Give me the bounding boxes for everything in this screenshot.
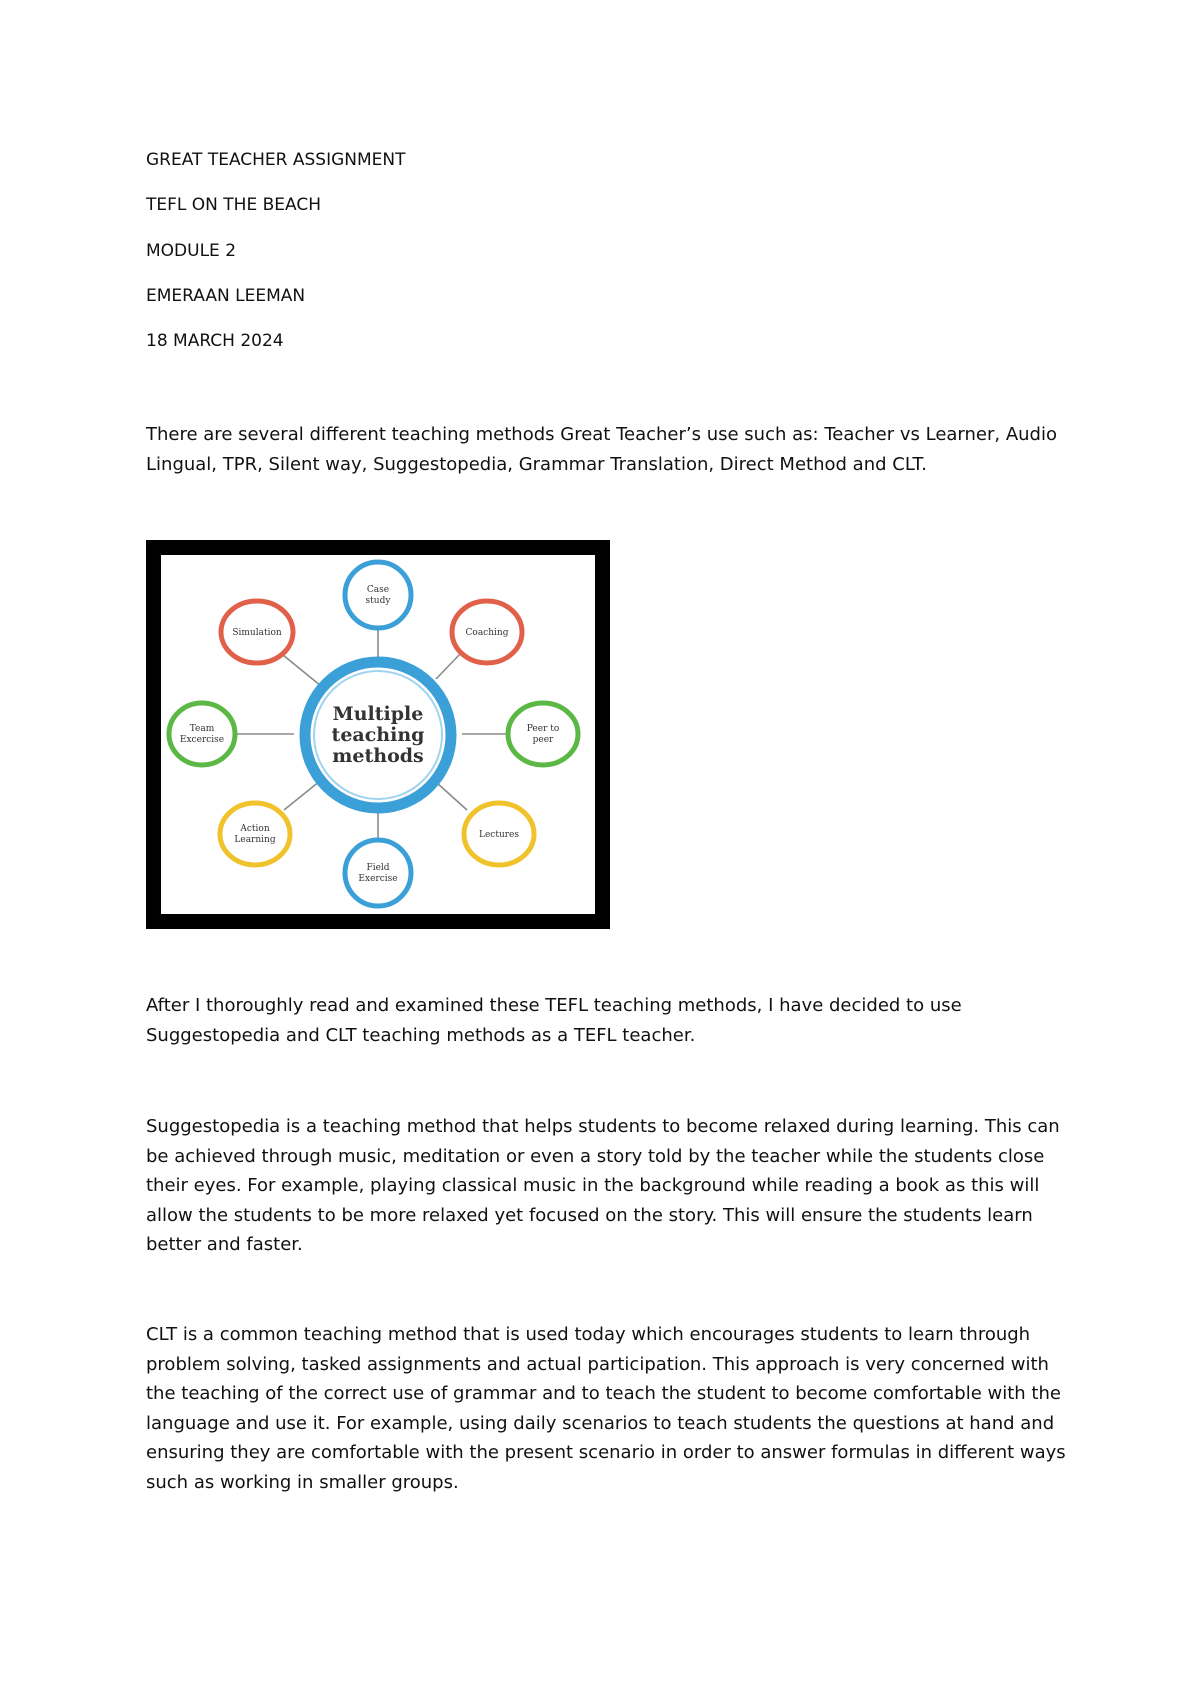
node-coaching-label: Coaching bbox=[465, 628, 509, 638]
intro-paragraph: There are several different teaching methods Great Teacher’s use such as: Teacher vs Learner, Audio Lingual, TPR, Silent way, Suggestopedia, Grammar Translation, Direct Method and CLT. bbox=[146, 424, 1057, 475]
node-case-study-ring bbox=[345, 562, 411, 628]
node-field-label-1: Field bbox=[366, 863, 390, 873]
spoke-action-learning bbox=[284, 781, 320, 810]
spoke-coaching bbox=[436, 653, 461, 679]
node-lectures-label: Lectures bbox=[478, 830, 520, 840]
teaching-methods-diagram bbox=[161, 555, 595, 914]
center-label-line2: teaching bbox=[331, 724, 425, 746]
node-team-ring bbox=[169, 703, 235, 765]
node-peer-to-peer bbox=[508, 703, 578, 765]
teaching-methods-figure bbox=[146, 540, 610, 929]
node-team-exercise bbox=[169, 703, 235, 765]
node-case-study bbox=[345, 562, 411, 628]
module-number: MODULE 2 bbox=[146, 241, 237, 261]
node-team-label-2: Excercise bbox=[179, 735, 225, 745]
node-action-learning bbox=[220, 803, 290, 865]
node-peer-label-1: Peer to bbox=[526, 724, 560, 734]
node-case-study-label-2: study bbox=[365, 596, 391, 606]
node-action-ring bbox=[220, 803, 290, 865]
node-lectures bbox=[464, 803, 534, 865]
node-simulation-label: Simulation bbox=[232, 628, 282, 638]
node-simulation bbox=[221, 601, 293, 663]
node-case-study-label-1: Case bbox=[366, 585, 390, 595]
spoke-simulation bbox=[283, 655, 321, 686]
node-team-label-1: Team bbox=[189, 724, 215, 734]
node-coaching bbox=[452, 601, 522, 663]
suggestopedia-paragraph: Suggestopedia is a teaching method that helps students to become relaxed during learning. This can be achieved through music, meditation or even a story told by the teacher while the students close their eyes. For example, playing classical music in the background while reading a book as this will allow the students to be more relaxed yet focused on the story. This will ensure the students learn better and faster. bbox=[146, 1116, 1060, 1255]
node-action-label-1: Action bbox=[240, 824, 270, 834]
node-peer-ring bbox=[508, 703, 578, 765]
node-field-exercise bbox=[345, 840, 411, 906]
assignment-title: GREAT TEACHER ASSIGNMENT bbox=[146, 150, 406, 170]
node-action-label-2: Learning bbox=[234, 835, 276, 845]
node-field-ring bbox=[345, 840, 411, 906]
node-peer-label-2: peer bbox=[532, 735, 554, 745]
center-hub bbox=[305, 662, 451, 808]
author-name: EMERAAN LEEMAN bbox=[146, 286, 306, 306]
decision-paragraph: After I thoroughly read and examined these TEFL teaching methods, I have decided to use Suggestopedia and CLT teaching methods as a TEFL teacher. bbox=[146, 995, 962, 1046]
clt-paragraph: CLT is a common teaching method that is used today which encourages students to learn through problem solving, tasked assignments and actual participation. This approach is very concerned with the teaching of the correct use of grammar and to teach the student to become comfortable with the language and use it. For example, using daily scenarios to teach students the questions at hand and ensuring they are comfortable with the present scenario in order to answer formulas in different ways such as working in smaller groups. bbox=[146, 1324, 1066, 1493]
center-label-line1: Multiple bbox=[332, 703, 424, 725]
center-label-line3: methods bbox=[332, 745, 424, 767]
document-date: 18 MARCH 2024 bbox=[146, 331, 284, 351]
course-name: TEFL ON THE BEACH bbox=[146, 195, 321, 215]
spoke-lectures bbox=[437, 783, 467, 810]
node-field-label-2: Exercise bbox=[358, 874, 398, 884]
